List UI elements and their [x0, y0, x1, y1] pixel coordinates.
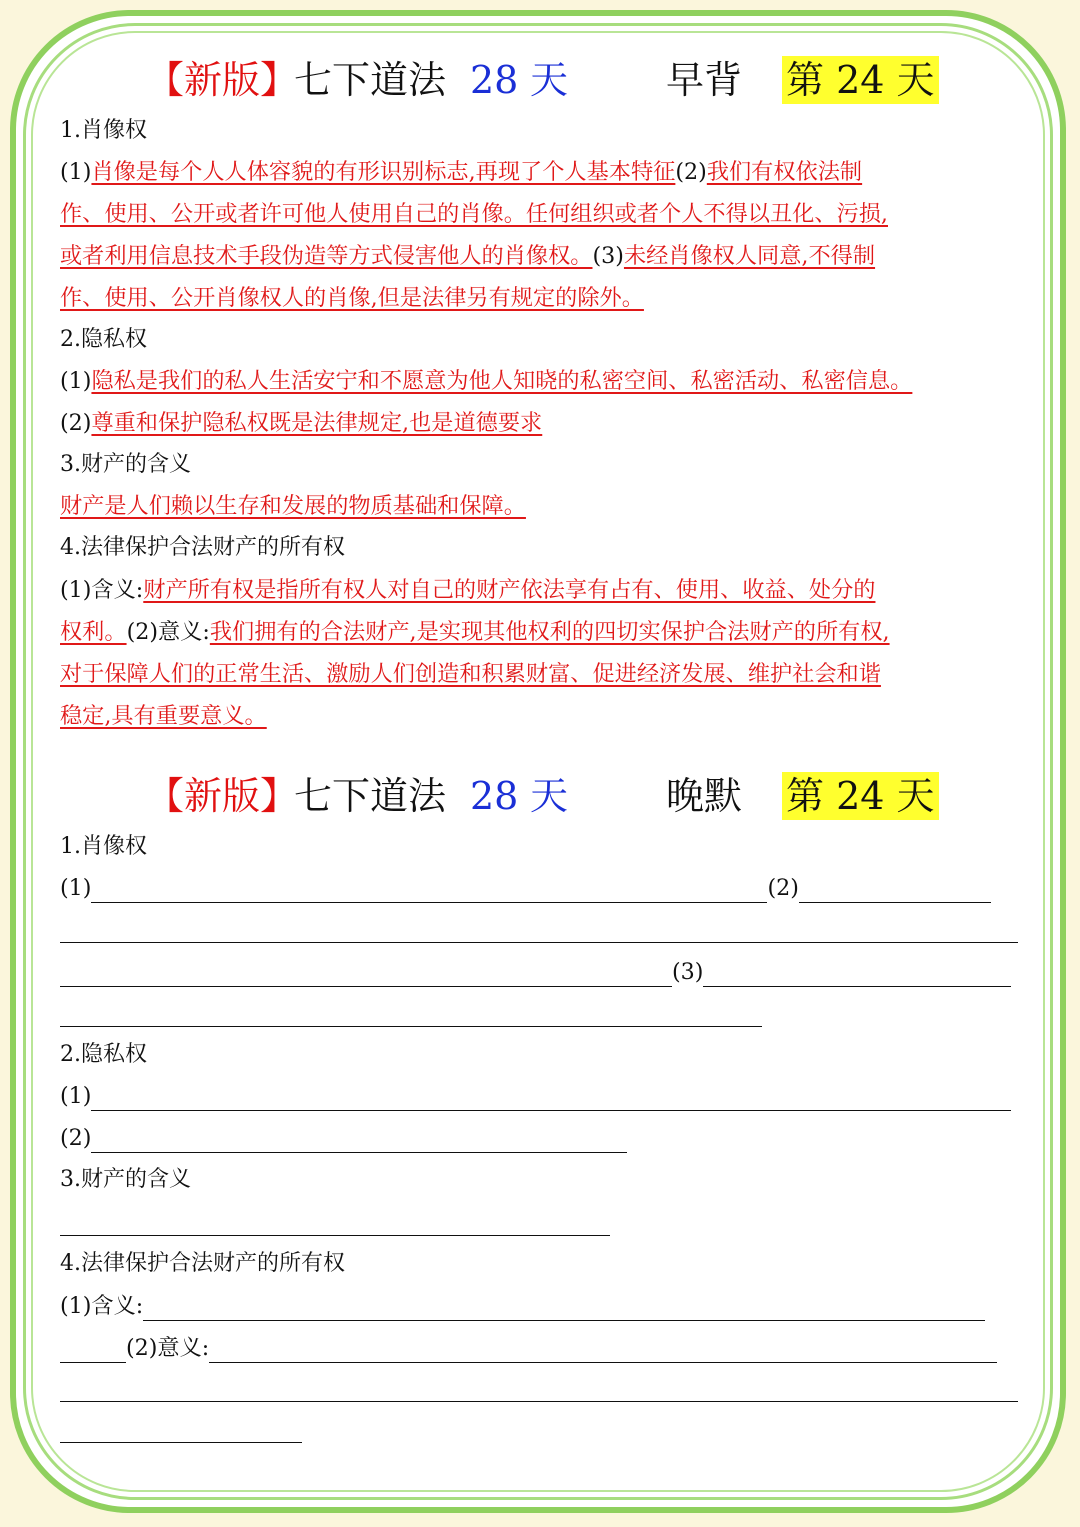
m-s1-line-2 [60, 199, 1020, 229]
answer-text: 作、使用、公开或者许可他人使用自己的肖像。任何组织或者个人不得以丑化、污损, [60, 201, 888, 227]
e-s2-line-2 [60, 1123, 1020, 1153]
m-s3-line-1 [60, 491, 1020, 521]
answer-text: 作、使用、公开肖像权人的肖像,但是法律另有规定的除外。 [60, 285, 644, 311]
answer-text: 稳定,具有重要意义。 [60, 703, 267, 729]
title-days-unit: 天 [530, 58, 569, 102]
answer-blank[interactable] [91, 873, 767, 903]
e-section-2-heading: 2.隐私权 [60, 1042, 147, 1067]
morning-title [0, 50, 1080, 110]
m-s1-line-4 [60, 283, 1020, 313]
marker: (3) [672, 959, 704, 985]
answer-blank[interactable] [60, 1400, 1018, 1402]
e-s4-line-2 [60, 1333, 1020, 1363]
marker: (1) [60, 159, 92, 185]
title-mode: 早背 [666, 58, 743, 102]
m-section-4-heading: 4.法律保护合法财产的所有权 [60, 535, 345, 560]
answer-text: 未经肖像权人同意,不得制 [623, 243, 876, 269]
e-s2-line-1 [60, 1081, 1020, 1111]
marker: (2) [675, 159, 707, 185]
marker: (2)意义: [126, 1335, 210, 1361]
answer-text: 对于保障人们的正常生活、激励人们创造和积累财富、促进经济发展、维护社会和谐 [60, 661, 881, 687]
m-s4-line-1 [60, 575, 1020, 605]
answer-text: 尊重和保护隐私权既是法律规定,也是道德要求 [91, 410, 543, 436]
marker: (1) [60, 1083, 92, 1109]
title-new-badge: 【新版】 [146, 774, 299, 818]
e-section-4-heading: 4.法律保护合法财产的所有权 [60, 1251, 345, 1276]
answer-blank[interactable] [60, 1333, 126, 1363]
marker: (1) [60, 875, 92, 901]
m-s4-line-4 [60, 701, 1020, 731]
answer-blank[interactable] [209, 1333, 997, 1363]
answer-blank[interactable] [60, 1234, 610, 1236]
m-section-1-heading: 1.肖像权 [60, 118, 147, 143]
evening-title [0, 766, 1080, 826]
marker: (1)含义: [60, 577, 144, 603]
title-day-highlight: 第 24 天 [782, 772, 939, 820]
answer-blank[interactable] [60, 957, 672, 987]
title-subject: 七下道法 [294, 58, 447, 102]
answer-text: 财产是人们赖以生存和发展的物质基础和保障。 [60, 493, 526, 519]
answer-blank[interactable] [91, 1123, 627, 1153]
answer-text: 财产所有权是指所有权人对自己的财产依法享有占有、使用、收益、处分的 [143, 577, 876, 603]
title-subject: 七下道法 [294, 774, 447, 818]
title-new-badge: 【新版】 [146, 58, 299, 102]
m-s1-line-1 [60, 157, 1020, 187]
answer-text: 我们有权依法制 [706, 159, 863, 185]
m-s4-line-2 [60, 617, 1020, 647]
answer-blank[interactable] [60, 1025, 762, 1027]
e-section-1-heading: 1.肖像权 [60, 834, 147, 859]
answer-blank[interactable] [703, 957, 1011, 987]
title-day-highlight: 第 24 天 [782, 56, 939, 104]
answer-blank[interactable] [60, 1441, 302, 1443]
e-section-3-heading: 3.财产的含义 [60, 1167, 191, 1192]
answer-text: 或者利用信息技术手段伪造等方式侵害他人的肖像权。 [60, 243, 593, 269]
m-section-2-heading: 2.隐私权 [60, 327, 147, 352]
marker: (2) [60, 1125, 92, 1151]
marker: (3) [592, 243, 624, 269]
marker: (2)意义: [126, 619, 210, 645]
answer-text: 肖像是每个人人体容貌的有形识别标志,再现了个人基本特征 [91, 159, 676, 185]
marker: (1)含义: [60, 1293, 144, 1319]
m-s1-line-3 [60, 241, 1020, 271]
e-s1-line-3 [60, 957, 1020, 987]
answer-text: 权利。 [60, 619, 127, 645]
answer-text: 隐私是我们的私人生活安宁和不愿意为他人知晓的私密空间、私密活动、私密信息。 [91, 368, 913, 394]
m-s2-line-2 [60, 408, 1020, 438]
answer-blank[interactable] [91, 1081, 1011, 1111]
marker: (1) [60, 368, 92, 394]
answer-blank[interactable] [143, 1291, 985, 1321]
e-s1-line-1 [60, 873, 1020, 903]
title-days-unit: 天 [530, 774, 569, 818]
title-days-number: 28 [470, 58, 519, 102]
title-days-number: 28 [470, 774, 519, 818]
m-s4-line-3 [60, 659, 1020, 689]
answer-text: 我们拥有的合法财产,是实现其他权利的四切实保护合法财产的所有权, [209, 619, 890, 645]
e-s4-line-1 [60, 1291, 1020, 1321]
marker: (2) [60, 410, 92, 436]
page-border [10, 10, 1066, 1513]
m-section-3-heading: 3.财产的含义 [60, 452, 191, 477]
marker: (2) [767, 875, 799, 901]
title-mode: 晚默 [666, 774, 743, 818]
answer-blank[interactable] [60, 941, 1018, 943]
m-s2-line-1 [60, 366, 1020, 396]
answer-blank[interactable] [799, 873, 991, 903]
